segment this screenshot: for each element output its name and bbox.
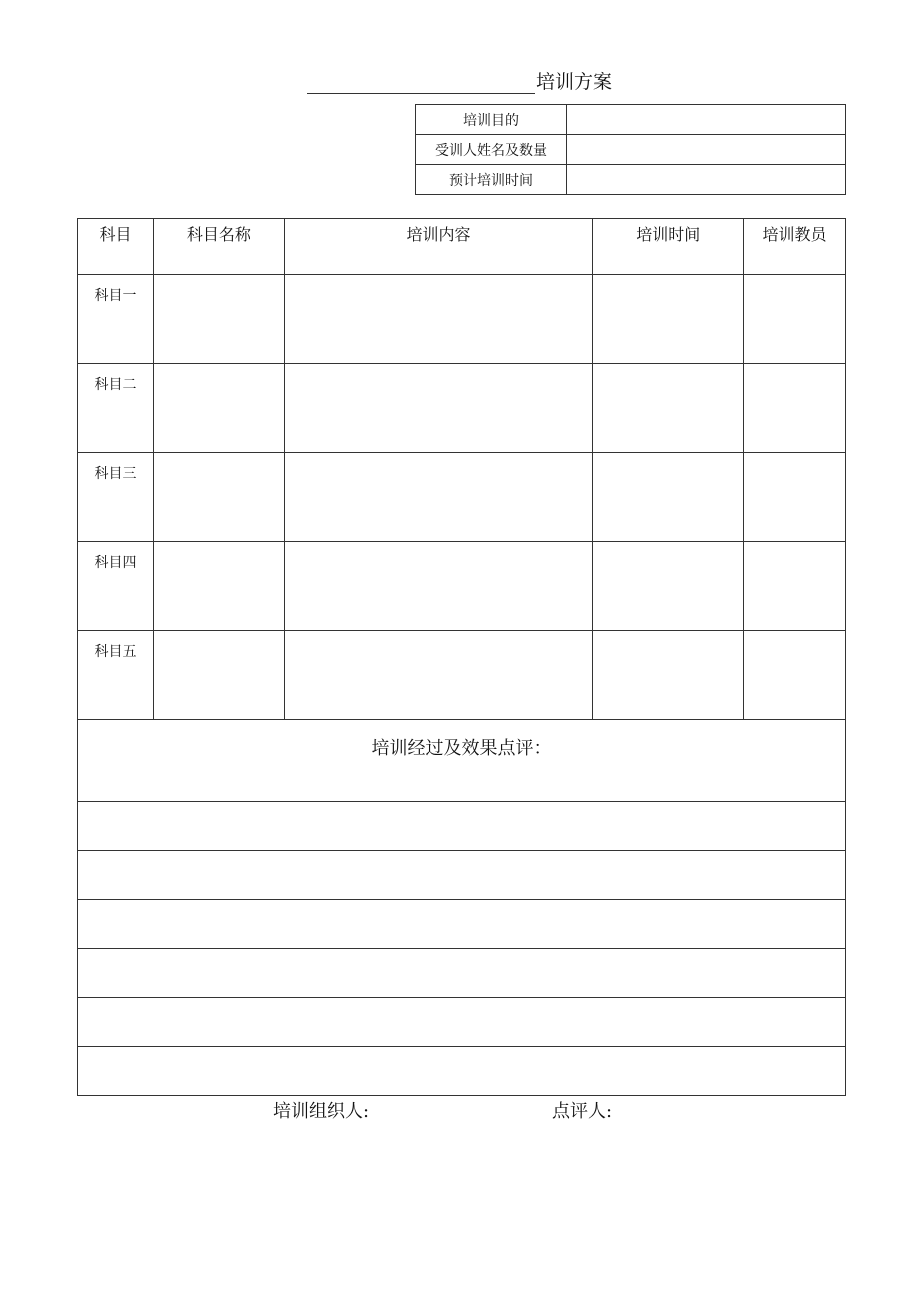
table-cell <box>593 364 744 453</box>
table-row <box>78 631 846 720</box>
header-cell: 培训时间 <box>593 219 744 275</box>
table-cell <box>284 275 593 364</box>
review-label: 培训经过及效果点评： <box>78 720 846 802</box>
review-line <box>78 1047 846 1096</box>
review-line <box>78 949 846 998</box>
info-value-cell <box>567 135 846 165</box>
table-cell <box>284 364 593 453</box>
info-row <box>416 165 846 195</box>
review-blank-cell <box>78 949 846 998</box>
table-row <box>78 364 846 453</box>
table-row <box>78 453 846 542</box>
info-table <box>415 104 846 195</box>
subject-label: 科目三 <box>78 453 154 542</box>
review-blank-cell <box>78 900 846 949</box>
review-blank-cell <box>78 851 846 900</box>
table-cell <box>153 364 284 453</box>
title-text: 培训方案 <box>536 71 613 93</box>
info-label: 受训人姓名及数量 <box>416 135 567 165</box>
review-line <box>78 851 846 900</box>
title-blank-line <box>307 69 535 94</box>
review-row <box>78 720 846 802</box>
table-cell <box>744 364 846 453</box>
table-cell <box>593 542 744 631</box>
table-cell <box>284 631 593 720</box>
table-row <box>78 542 846 631</box>
review-blank-cell <box>78 802 846 851</box>
info-value-cell <box>567 105 846 135</box>
table-cell <box>744 631 846 720</box>
header-cell: 培训教员 <box>744 219 846 275</box>
table-cell <box>153 275 284 364</box>
table-cell <box>593 631 744 720</box>
subject-label: 科目一 <box>78 275 154 364</box>
training-table <box>77 218 846 1096</box>
info-label: 预计培训时间 <box>416 165 567 195</box>
table-cell <box>284 453 593 542</box>
review-blank-cell <box>78 998 846 1047</box>
document-title <box>307 66 612 94</box>
review-line <box>78 998 846 1047</box>
table-cell <box>744 542 846 631</box>
table-cell <box>153 542 284 631</box>
review-line <box>78 900 846 949</box>
info-row <box>416 135 846 165</box>
table-cell <box>153 631 284 720</box>
header-cell: 科目名称 <box>153 219 284 275</box>
table-cell <box>744 453 846 542</box>
info-value-cell <box>567 165 846 195</box>
table-header-row <box>78 219 846 275</box>
subject-label: 科目五 <box>78 631 154 720</box>
subject-label: 科目二 <box>78 364 154 453</box>
subject-label: 科目四 <box>78 542 154 631</box>
review-blank-cell <box>78 1047 846 1096</box>
table-row <box>78 275 846 364</box>
table-cell <box>153 453 284 542</box>
header-cell: 科目 <box>78 219 154 275</box>
reviewer-label: 点评人: <box>552 1101 613 1122</box>
organizer-label: 培训组织人: <box>273 1101 370 1122</box>
header-cell: 培训内容 <box>284 219 593 275</box>
table-cell <box>593 453 744 542</box>
table-cell <box>744 275 846 364</box>
table-cell <box>593 275 744 364</box>
review-line <box>78 802 846 851</box>
info-label: 培训目的 <box>416 105 567 135</box>
table-cell <box>284 542 593 631</box>
info-row <box>416 105 846 135</box>
